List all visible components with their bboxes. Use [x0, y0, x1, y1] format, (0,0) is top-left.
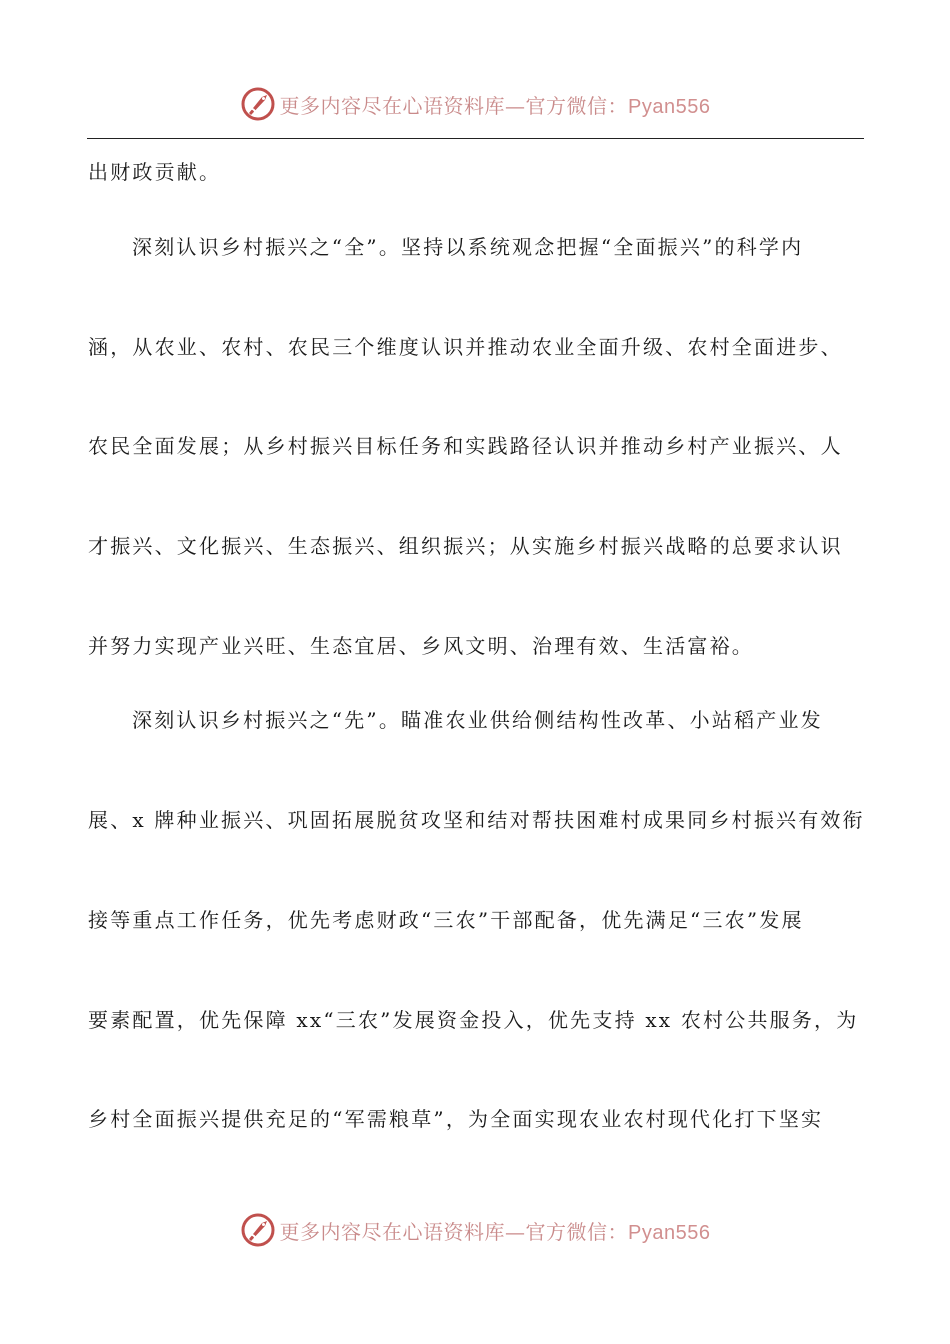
header-banner — [0, 82, 950, 126]
paragraph-xian-line-5: 乡村全面振兴提供充足的“军需粮草”，为全面实现农业农村现代化打下坚实 — [88, 1107, 824, 1131]
header-banner-text — [280, 90, 711, 119]
footer-wechat-account: Pyan556 — [628, 1221, 711, 1244]
paragraph-xian-line-3: 接等重点工作任务，优先考虑财政“三农”干部配备，优先满足“三农”发展 — [88, 908, 804, 932]
paragraph-quan-line-4: 才振兴、文化振兴、生态振兴、组织振兴；从实施乡村振兴战略的总要求认识 — [88, 534, 843, 558]
footer-banner — [0, 1208, 950, 1252]
header-rule — [87, 138, 864, 139]
paragraph-quan-line-1: 深刻认识乡村振兴之“全”。坚持以系统观念把握“全面振兴”的科学内 — [132, 235, 804, 259]
paragraph-xian-line-1: 深刻认识乡村振兴之“先”。瞄准农业供给侧结构性改革、小站稻产业发 — [132, 708, 823, 732]
paragraph-xian-line-4: 要素配置，优先保障 xx“三农”发展资金投入，优先支持 xx 农村公共服务，为 — [88, 1008, 859, 1032]
body-line-continuation: 出财政贡献。 — [88, 160, 222, 184]
pen-nib-logo-icon — [240, 86, 276, 122]
paragraph-quan-line-2: 涵，从农业、农村、农民三个维度认识并推动农业全面升级、农村全面进步、 — [88, 335, 843, 359]
footer-banner-text — [280, 1216, 711, 1245]
paragraph-xian-line-2: 展、x 牌种业振兴、巩固拓展脱贫攻坚和结对帮扶困难村成果同乡村振兴有效衔 — [88, 808, 865, 832]
footer-banner-prefix: 更多内容尽在心语资料库—官方微信： — [279, 1219, 629, 1244]
header-banner-prefix: 更多内容尽在心语资料库—官方微信： — [279, 93, 629, 118]
header-wechat-account: Pyan556 — [628, 95, 711, 118]
paragraph-quan-line-3: 农民全面发展；从乡村振兴目标任务和实践路径认识并推动乡村产业振兴、人 — [88, 434, 843, 458]
pen-nib-logo-icon — [240, 1212, 276, 1248]
paragraph-quan-line-5: 并努力实现产业兴旺、生态宜居、乡风文明、治理有效、生活富裕。 — [88, 634, 754, 658]
